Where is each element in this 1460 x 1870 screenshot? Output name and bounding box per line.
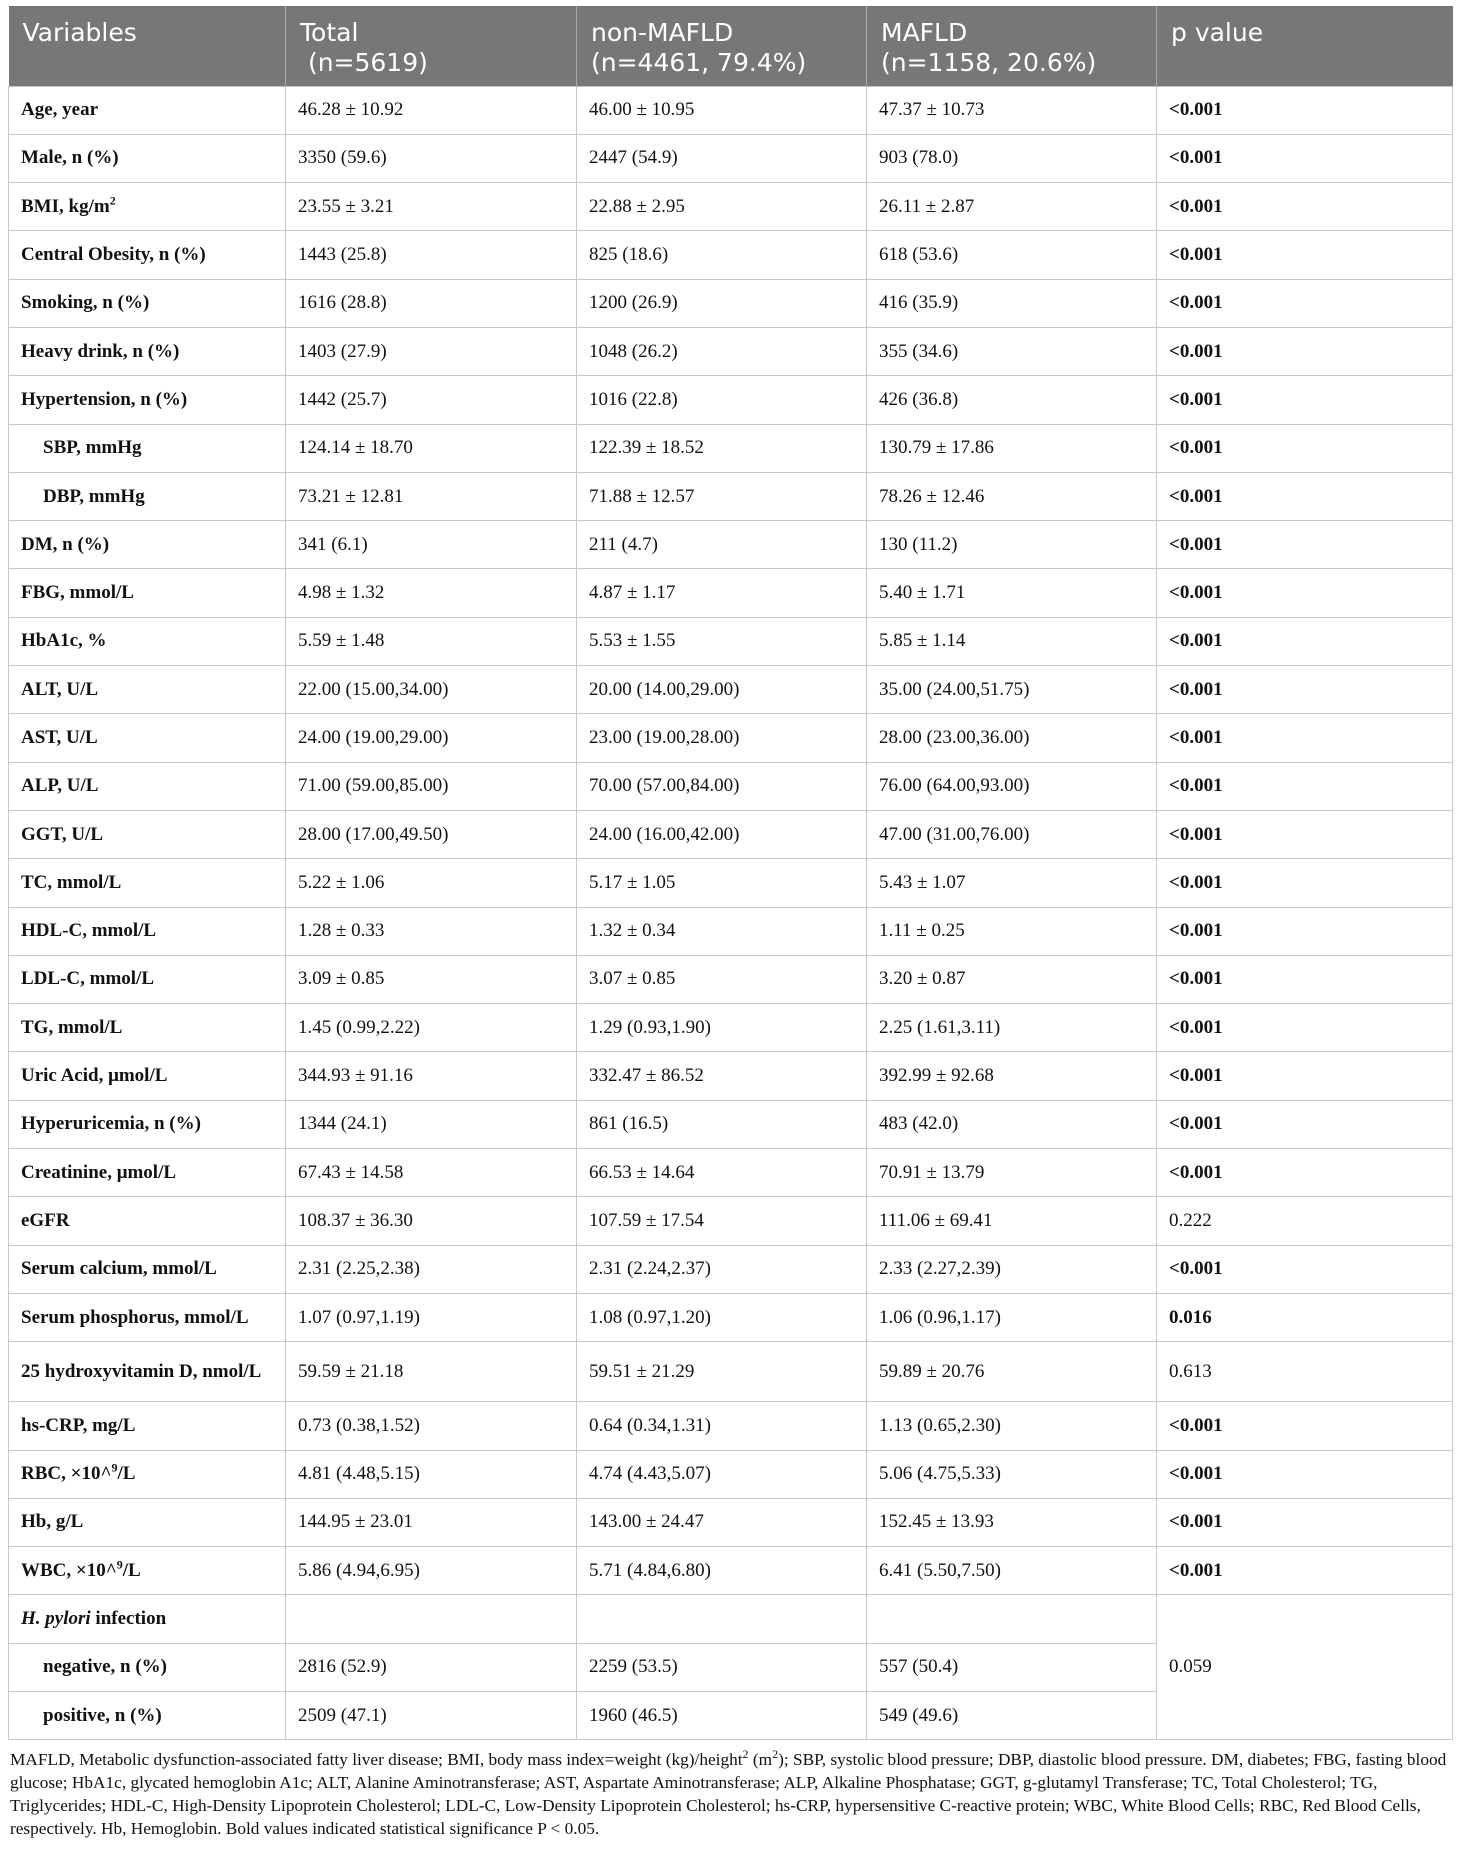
non-mafld-value: 59.51 ± 21.29 [577,1342,867,1402]
p-value: <0.001 [1157,231,1453,279]
variable-superscript: 2 [109,193,116,208]
total-value: 1442 (25.7) [286,376,577,424]
p-value: <0.001 [1157,859,1453,907]
row-variable [9,810,286,858]
table-row [9,1245,1453,1293]
total-value: 71.00 (59.00,85.00) [286,762,577,810]
total-value: 341 (6.1) [286,521,577,569]
p-value: <0.001 [1157,1100,1453,1148]
total-value: 4.98 ± 1.32 [286,569,577,617]
total-value: 4.81 (4.48,5.15) [286,1450,577,1498]
p-value: <0.001 [1157,569,1453,617]
table-row [9,1052,1453,1100]
total-value: 2816 (52.9) [286,1643,577,1691]
row-variable [9,1450,286,1498]
row-variable [9,1052,286,1100]
table-row [9,955,1453,1003]
table-header [9,6,1453,86]
row-variable [9,1197,286,1245]
p-value: 0.613 [1157,1342,1453,1402]
mafld-value: 26.11 ± 2.87 [867,183,1157,231]
total-value: 124.14 ± 18.70 [286,424,577,472]
variable-name: WBC, ×10^ [21,1559,117,1581]
table-row [9,183,1453,231]
non-mafld-value: 20.00 (14.00,29.00) [577,666,867,714]
table-row [9,810,1453,858]
p-value: <0.001 [1157,1402,1453,1450]
non-mafld-value: 1.32 ± 0.34 [577,907,867,955]
row-variable [9,714,286,762]
total-value: 46.28 ± 10.92 [286,86,577,134]
p-value: <0.001 [1157,327,1453,375]
mafld-value: 5.85 ± 1.14 [867,617,1157,665]
non-mafld-value: 5.53 ± 1.55 [577,617,867,665]
row-variable [9,327,286,375]
row-variable [9,907,286,955]
table-footnote [8,1748,1450,1840]
non-mafld-value: 1016 (22.8) [577,376,867,424]
p-value: <0.001 [1157,279,1453,327]
non-mafld-value: 3.07 ± 0.85 [577,955,867,1003]
total-value: 2.31 (2.25,2.38) [286,1245,577,1293]
mafld-value: 355 (34.6) [867,327,1157,375]
variable-name: hs-CRP, mg/L [21,1414,136,1436]
header-variables-label: Variables [22,18,137,47]
p-value: <0.001 [1157,1498,1453,1546]
total-value [286,1595,577,1643]
row-variable [9,1342,286,1402]
non-mafld-value: 0.64 (0.34,1.31) [577,1402,867,1450]
non-mafld-value: 122.39 ± 18.52 [577,424,867,472]
non-mafld-value: 107.59 ± 17.54 [577,1197,867,1245]
header-mafld-label: MAFLD [881,18,968,47]
variable-name: Hypertension, n (%) [21,388,188,410]
table-row-hpylori [9,1595,1453,1643]
header-non-mafld [577,6,867,86]
row-variable [9,617,286,665]
variable-name: Creatinine, μmol/L [21,1161,177,1183]
table-row [9,1293,1453,1341]
table-row [9,1149,1453,1197]
table-row [9,1342,1453,1402]
table-row [9,1498,1453,1546]
mafld-value: 1.06 (0.96,1.17) [867,1293,1157,1341]
mafld-value: 76.00 (64.00,93.00) [867,762,1157,810]
total-value: 24.00 (19.00,29.00) [286,714,577,762]
row-variable [9,859,286,907]
mafld-value: 35.00 (24.00,51.75) [867,666,1157,714]
table-row [9,327,1453,375]
variable-name: eGFR [21,1209,70,1231]
p-value: <0.001 [1157,1004,1453,1052]
row-variable [9,762,286,810]
row-variable [9,134,286,182]
total-value: 3.09 ± 0.85 [286,955,577,1003]
non-mafld-value: 1048 (26.2) [577,327,867,375]
non-mafld-value: 46.00 ± 10.95 [577,86,867,134]
table-row [9,1197,1453,1245]
mafld-value: 483 (42.0) [867,1100,1157,1148]
total-value: 67.43 ± 14.58 [286,1149,577,1197]
table-row [9,859,1453,907]
p-value: <0.001 [1157,1547,1453,1595]
p-value: <0.001 [1157,1149,1453,1197]
mafld-value: 59.89 ± 20.76 [867,1342,1157,1402]
non-mafld-value: 332.47 ± 86.52 [577,1052,867,1100]
p-value: 0.222 [1157,1197,1453,1245]
non-mafld-value: 5.71 (4.84,6.80) [577,1547,867,1595]
row-variable [9,666,286,714]
total-value: 1616 (28.8) [286,279,577,327]
total-value: 73.21 ± 12.81 [286,472,577,520]
mafld-value: 1.13 (0.65,2.30) [867,1402,1157,1450]
non-mafld-value: 24.00 (16.00,42.00) [577,810,867,858]
row-variable [9,1100,286,1148]
header-non-mafld-label: non-MAFLD [591,18,734,47]
header-variables [9,6,286,86]
table-row [9,279,1453,327]
mafld-value: 6.41 (5.50,7.50) [867,1547,1157,1595]
mafld-value: 618 (53.6) [867,231,1157,279]
table-row [9,762,1453,810]
total-value: 1344 (24.1) [286,1100,577,1148]
table-row [9,714,1453,762]
row-variable [9,1245,286,1293]
mafld-value: 557 (50.4) [867,1643,1157,1691]
row-variable [9,1595,286,1643]
header-total-count: (n=5619) [307,48,428,77]
row-variable [9,1149,286,1197]
table-row [9,907,1453,955]
non-mafld-value: 2259 (53.5) [577,1643,867,1691]
variable-name: SBP, mmHg [43,437,142,459]
row-variable [9,1293,286,1341]
footnote-text-1: MAFLD, Metabolic dysfunction-associated fatty liver disease; BMI, body mass index=weight (kg)/height [10,1750,743,1770]
p-value: <0.001 [1157,1245,1453,1293]
variable-name: Heavy drink, n (%) [21,340,180,362]
variable-name: TG, mmol/L [21,1016,123,1038]
variable-name: TC, mmol/L [21,871,122,893]
non-mafld-value: 2.31 (2.24,2.37) [577,1245,867,1293]
total-value: 1403 (27.9) [286,327,577,375]
total-value: 1.28 ± 0.33 [286,907,577,955]
variable-superscript: 9 [116,1557,123,1572]
row-variable [9,1402,286,1450]
total-value: 344.93 ± 91.16 [286,1052,577,1100]
mafld-value: 5.06 (4.75,5.33) [867,1450,1157,1498]
row-variable [9,1004,286,1052]
variable-name: 25 hydroxyvitamin D, nmol/L [21,1360,262,1382]
mafld-value: 111.06 ± 69.41 [867,1197,1157,1245]
non-mafld-value: 5.17 ± 1.05 [577,859,867,907]
table-row [9,1450,1453,1498]
mafld-value: 5.43 ± 1.07 [867,859,1157,907]
variable-name: HDL-C, mmol/L [21,920,157,942]
table-row [9,86,1453,134]
non-mafld-value: 2447 (54.9) [577,134,867,182]
mafld-value: 549 (49.6) [867,1692,1157,1740]
p-value: <0.001 [1157,376,1453,424]
non-mafld-value: 1.08 (0.97,1.20) [577,1293,867,1341]
p-value: <0.001 [1157,1450,1453,1498]
table-row [9,521,1453,569]
variable-name: BMI, kg/m [21,195,110,217]
non-mafld-value: 1.29 (0.93,1.90) [577,1004,867,1052]
mafld-value: 416 (35.9) [867,279,1157,327]
mafld-value: 3.20 ± 0.87 [867,955,1157,1003]
row-variable: negative, n (%) [9,1643,286,1691]
row-variable [9,521,286,569]
variable-name: FBG, mmol/L [21,582,134,604]
variable-unit-tail: /L [117,1463,136,1485]
table-row [9,617,1453,665]
total-value: 3350 (59.6) [286,134,577,182]
total-value: 144.95 ± 23.01 [286,1498,577,1546]
table-body [9,86,1453,1740]
header-p-value [1157,6,1453,86]
mafld-value: 78.26 ± 12.46 [867,472,1157,520]
total-value: 5.59 ± 1.48 [286,617,577,665]
header-p-value-label: p value [1171,18,1264,47]
row-variable [9,279,286,327]
variable-name: Hyperuricemia, n (%) [21,1113,201,1135]
mafld-value: 392.99 ± 92.68 [867,1052,1157,1100]
non-mafld-value: 66.53 ± 14.64 [577,1149,867,1197]
row-variable [9,376,286,424]
table-container [8,6,1452,1840]
p-value: <0.001 [1157,134,1453,182]
non-mafld-value: 23.00 (19.00,28.00) [577,714,867,762]
variable-name: Smoking, n (%) [21,292,150,314]
row-variable [9,1498,286,1546]
table-row [9,231,1453,279]
header-total-label: Total [300,18,359,47]
variable-name: DM, n (%) [21,533,110,555]
variable-name: ALP, U/L [21,775,99,797]
row-variable [9,183,286,231]
non-mafld-value: 4.87 ± 1.17 [577,569,867,617]
hpylori-italic-name: H. pylori [21,1608,91,1630]
header-non-mafld-count: (n=4461, 79.4%) [591,48,807,77]
variable-name: RBC, ×10^ [21,1463,112,1485]
total-value: 2509 (47.1) [286,1692,577,1740]
total-value: 1.07 (0.97,1.19) [286,1293,577,1341]
row-variable [9,569,286,617]
mafld-value: 47.00 (31.00,76.00) [867,810,1157,858]
header-total [286,6,577,86]
mafld-value: 70.91 ± 13.79 [867,1149,1157,1197]
non-mafld-value: 4.74 (4.43,5.07) [577,1450,867,1498]
table-row [9,134,1453,182]
row-variable: positive, n (%) [9,1692,286,1740]
footnote-text-2: (m [748,1750,773,1770]
non-mafld-value: 143.00 ± 24.47 [577,1498,867,1546]
mafld-value: 903 (78.0) [867,134,1157,182]
p-value: <0.001 [1157,183,1453,231]
p-value: <0.001 [1157,955,1453,1003]
table-row [9,1402,1453,1450]
p-value: <0.001 [1157,424,1453,472]
variable-name: Serum phosphorus, mmol/L [21,1306,249,1328]
table-row [9,1547,1453,1595]
p-value: 0.059 [1157,1595,1453,1740]
non-mafld-value: 71.88 ± 12.57 [577,472,867,520]
footnote-text-3: ); SBP, systolic blood pressure; DBP, diastolic blood pressure. DM, diabetes; FBG, fasting blood glucose; HbA1c, glycated hemoglobin A1c; ALT, Alanine Aminotransferase; AST, Aspartate Aminotransferase; ALP, Alkaline Phosphatase; GGT, g-glutamyl Transferase; TC, Total Cholesterol; TG, Triglycerides; HDL-C, High-Density Lipoprotein Cholesterol; LDL-C, Low-Density Lipoprotein Cholesterol; hs-CRP, hypersensitive C-reactive protein; WBC, White Blood Cells; RBC, Red Blood Cells, respectively. Hb, Hemoglobin. Bold values indicated statistical significance P < 0.05. [10,1750,1447,1839]
header-mafld [867,6,1157,86]
total-value: 108.37 ± 36.30 [286,1197,577,1245]
table-row [9,569,1453,617]
p-value: <0.001 [1157,617,1453,665]
non-mafld-value: 825 (18.6) [577,231,867,279]
total-value: 1443 (25.8) [286,231,577,279]
variable-unit-tail: /L [122,1559,141,1581]
variable-name: HbA1c, % [21,630,107,652]
mafld-value: 426 (36.8) [867,376,1157,424]
variable-name: Uric Acid, μmol/L [21,1065,168,1087]
mafld-value: 2.33 (2.27,2.39) [867,1245,1157,1293]
variable-name: Serum calcium, mmol/L [21,1258,217,1280]
row-variable [9,86,286,134]
p-value: 0.016 [1157,1293,1453,1341]
total-value: 1.45 (0.99,2.22) [286,1004,577,1052]
mafld-value: 130 (11.2) [867,521,1157,569]
p-value: <0.001 [1157,521,1453,569]
non-mafld-value: 70.00 (57.00,84.00) [577,762,867,810]
non-mafld-value [577,1595,867,1643]
p-value: <0.001 [1157,86,1453,134]
mafld-value: 2.25 (1.61,3.11) [867,1004,1157,1052]
variable-name: AST, U/L [21,727,98,748]
variable-name: Central Obesity, n (%) [21,244,206,266]
row-variable [9,424,286,472]
non-mafld-value: 211 (4.7) [577,521,867,569]
mafld-value: 1.11 ± 0.25 [867,907,1157,955]
total-value: 5.22 ± 1.06 [286,859,577,907]
table-row [9,1004,1453,1052]
variable-name: LDL-C, mmol/L [21,968,154,990]
variable-name: GGT, U/L [21,823,103,845]
total-value: 22.00 (15.00,34.00) [286,666,577,714]
baseline-characteristics-table [8,6,1453,1740]
table-row [9,376,1453,424]
table-row [9,472,1453,520]
row-variable [9,472,286,520]
hpylori-name-rest: infection [90,1608,167,1630]
mafld-value: 130.79 ± 17.86 [867,424,1157,472]
variable-superscript: 9 [111,1460,118,1475]
variable-name: Male, n (%) [21,147,119,169]
row-variable [9,231,286,279]
p-value: <0.001 [1157,714,1453,762]
non-mafld-value: 1200 (26.9) [577,279,867,327]
mafld-value: 152.45 ± 13.93 [867,1498,1157,1546]
mafld-value: 47.37 ± 10.73 [867,86,1157,134]
variable-name: Hb, g/L [21,1511,84,1533]
p-value: <0.001 [1157,907,1453,955]
p-value: <0.001 [1157,762,1453,810]
total-value: 5.86 (4.94,6.95) [286,1547,577,1595]
variable-name: ALT, U/L [21,678,99,700]
table-row [9,666,1453,714]
non-mafld-value: 1960 (46.5) [577,1692,867,1740]
non-mafld-value: 22.88 ± 2.95 [577,183,867,231]
total-value: 0.73 (0.38,1.52) [286,1402,577,1450]
table-row [9,1100,1453,1148]
mafld-value: 28.00 (23.00,36.00) [867,714,1157,762]
row-variable [9,1547,286,1595]
variable-name: DBP, mmHg [43,485,145,507]
p-value: <0.001 [1157,810,1453,858]
total-value: 59.59 ± 21.18 [286,1342,577,1402]
table-row [9,424,1453,472]
p-value: <0.001 [1157,472,1453,520]
row-variable [9,955,286,1003]
total-value: 23.55 ± 3.21 [286,183,577,231]
non-mafld-value: 861 (16.5) [577,1100,867,1148]
footnote-sup-1: 2 [742,1747,749,1762]
footnote-sup-2: 2 [772,1747,779,1762]
total-value: 28.00 (17.00,49.50) [286,810,577,858]
mafld-value: 5.40 ± 1.71 [867,569,1157,617]
mafld-value [867,1595,1157,1643]
variable-name: Age, year [21,99,99,121]
header-mafld-count: (n=1158, 20.6%) [881,48,1097,77]
p-value: <0.001 [1157,1052,1453,1100]
p-value: <0.001 [1157,666,1453,714]
